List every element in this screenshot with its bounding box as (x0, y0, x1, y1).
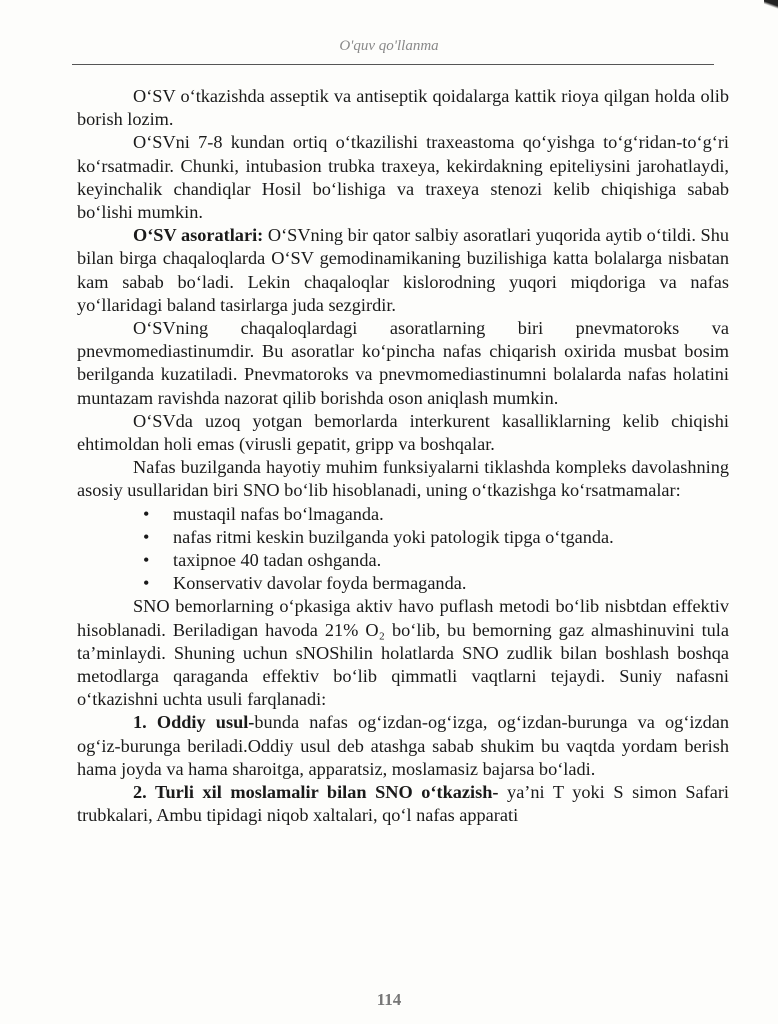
list-item: • taxipnoe 40 tadan oshganda. (77, 549, 729, 572)
bullet-list (77, 503, 729, 596)
running-header: O'quv qo'llanma (339, 38, 439, 54)
paragraph-text: O‘SVni 7-8 kundan ortiq o‘tkazilishi traxeastoma qo‘yishga to‘g‘ridan-to‘g‘ri ko‘rsatmadir. Chunki, intubasion trubka traxeya, kekirdakning epiteliysini jarohatlaydi, keyinchalik chandiqlar Hosil bo‘lishiga va traxeya stenozi kelib chiqishiga sabab bo‘lishi mumkin. (77, 132, 729, 223)
paragraph (77, 131, 729, 224)
paragraph (77, 317, 729, 410)
list-item: • Konservativ davolar foyda bermaganda. (77, 572, 729, 595)
scan-edge-mark (764, 0, 778, 10)
paragraph (77, 595, 729, 711)
paragraph-bold-lead: 1. Oddiy usul- (133, 712, 255, 733)
page-number: 114 (376, 990, 402, 1009)
paragraph (77, 456, 729, 502)
paragraphs-after-list (77, 595, 729, 827)
paragraph-text: Nafas buzilganda hayotiy muhim funksiyalarni tiklashda kompleks davolashning asosiy usullaridan biri SNO bo‘lib hisoblanadi, uning o‘tkazishga ko‘rsatmamalar: (77, 457, 729, 501)
paragraph-text: SNO bemorlarning o‘pkasiga aktiv havo puflash metodi bo‘lib nisbtdan effektiv hisoblanadi. Beriladigan havoda 21% O₂ bo‘lib, bu bemorning gaz almashinuvini tula ta’minlaydi. Shuning uchun sNOShilin holatlarda SNO zudlik bilan boshlash boshqa metodlarga qaraganda effektiv bo‘lib qimmatli vaqtlarni tejaydi. Suniy nafasni o‘tkazishni uchta usuli farqlanadi: (77, 596, 729, 710)
paragraph (77, 781, 729, 827)
paragraph-bold-lead: 2. Turli xil moslamalir bilan SNO o‘tkazish- (133, 782, 499, 803)
list-item: • nafas ritmi keskin buzilganda yoki patologik tipga o‘tganda. (77, 526, 729, 549)
paragraph (77, 224, 729, 317)
paragraph-text: bunda nafas og‘izdan-og‘izga, og‘izdan-burunga va og‘izdan og‘iz-burunga beriladi.Oddiy usul deb atashga sabab shukim bu vaqtda yordam berish hama joyda va hama sharoitga, apparatsiz, moslamasiz bajarsa bo‘ladi. (77, 712, 729, 779)
paragraph-text: O‘SVning chaqaloqlardagi asoratlarning biri pnevmatoroks va pnevmomediastinumdir. Bu asoratlar ko‘pincha nafas chiqarish oxirida musbat bosim berilganda kuzatiladi. Pnevmatoroks va pnevmomediastinumni bolalarda nafas holatini muntazam ravishda nazorat qilib borishda oson aniqlash mumkin. (77, 318, 729, 408)
paragraph-bold-lead: O‘SV asoratlari: (133, 225, 264, 246)
paragraph-text: O‘SVda uzoq yotgan bemorlarda interkurent kasalliklarning kelib chiqishi ehtimoldan holi emas (virusli gepatit, gripp va boshqalar. (77, 410, 729, 455)
header-divider (72, 64, 714, 65)
page-body (77, 85, 729, 828)
paragraphs-before-list (77, 85, 729, 503)
list-item: • mustaqil nafas bo‘lmaganda. (77, 503, 729, 526)
paragraph (77, 410, 729, 456)
paragraph (77, 85, 729, 131)
paragraph-text: O‘SVning bir qator salbiy asoratlari yuqorida aytib o‘tildi. Shu bilan birga chaqaloqlarda O‘SV gemodinamikaning buzilishiga katta bolalarga nisbatan kam sabab bo‘ladi. Lekin chaqaloqlar kislorodning yuqori miqdoriga va nafas yo‘llaridagi baland tasirlarga juda sezgirdir. (77, 225, 729, 315)
paragraph (77, 711, 729, 781)
paragraph-text: ya’ni T yoki S simon Safari trubkalari, Ambu tipidagi niqob xaltalari, qo‘l nafas apparati (77, 782, 729, 826)
paragraph-text: O‘SV o‘tkazishda asseptik va antiseptik qoidalarga kattik rioya qilgan holda olib borish lozim. (77, 86, 729, 130)
